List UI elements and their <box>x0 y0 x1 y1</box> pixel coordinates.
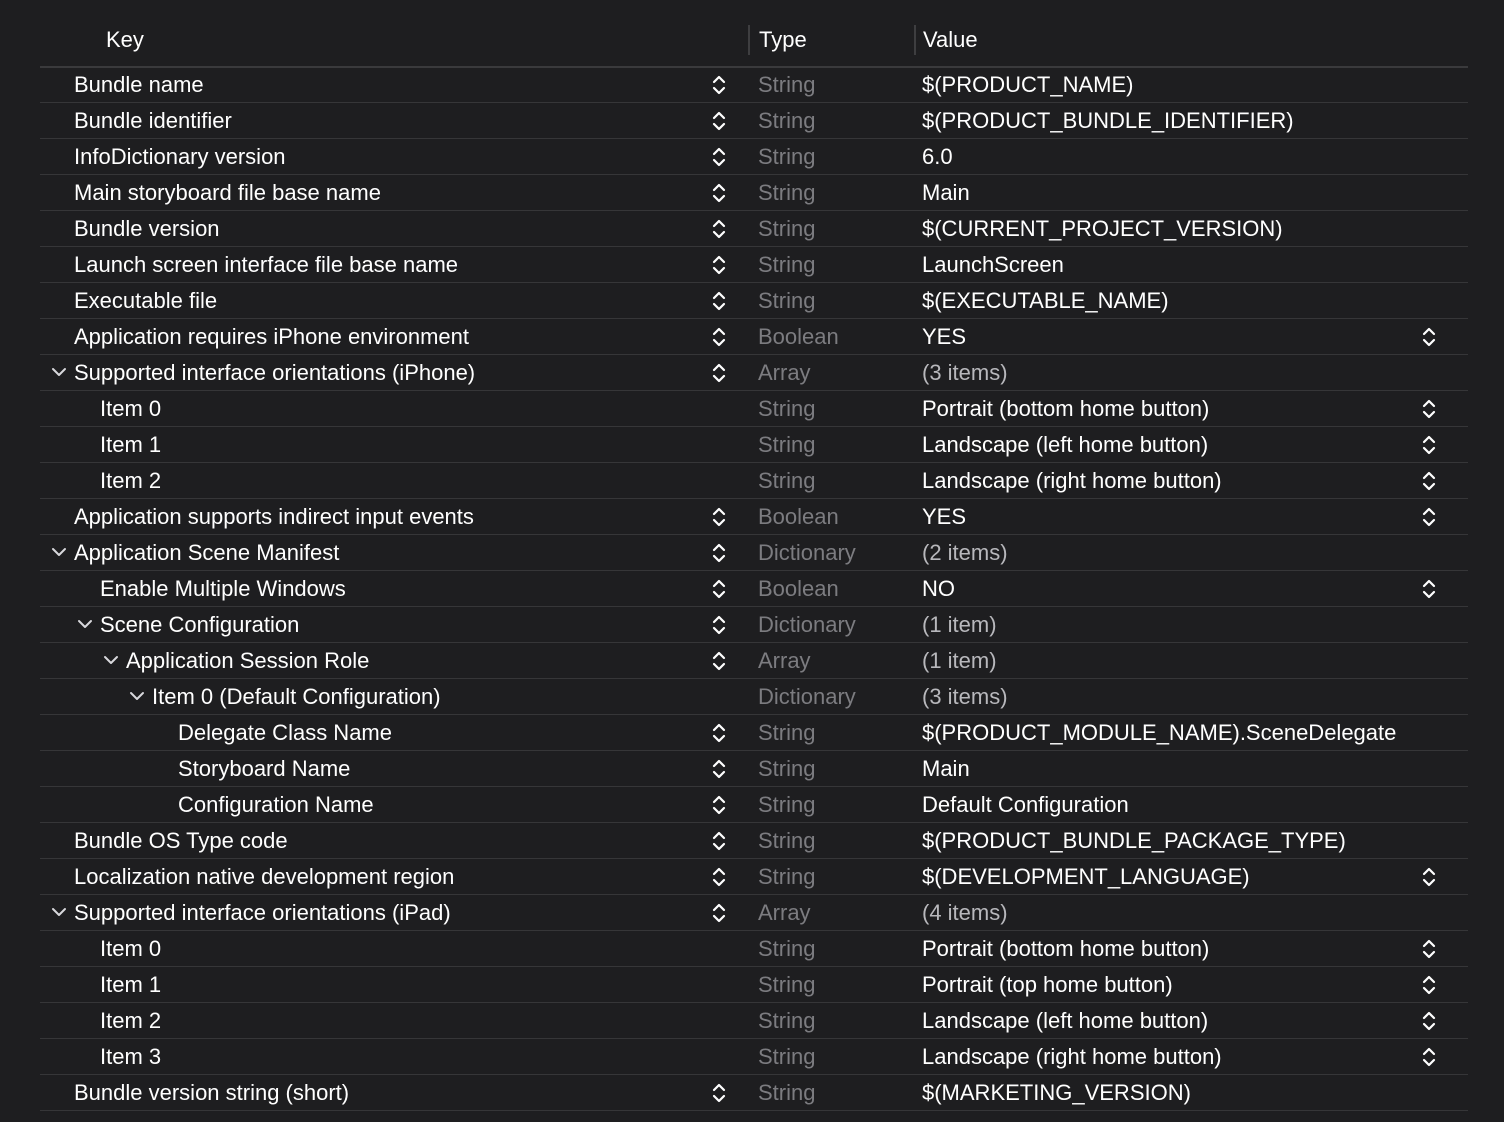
row-value[interactable]: YES <box>922 504 967 529</box>
plist-row[interactable] <box>40 211 1468 247</box>
plist-row[interactable] <box>40 643 1468 679</box>
row-key[interactable]: Supported interface orientations (iPhone) <box>74 360 476 385</box>
row-type[interactable]: String <box>758 864 816 889</box>
row-type[interactable]: String <box>758 108 816 133</box>
row-key[interactable]: Executable file <box>74 288 218 313</box>
up-down-chevron-icon[interactable] <box>711 146 727 168</box>
plist-row[interactable] <box>40 499 1468 535</box>
up-down-chevron-icon[interactable] <box>711 290 727 312</box>
value-up-down-chevron-icon[interactable] <box>1421 434 1437 456</box>
value-up-down-chevron-icon[interactable] <box>1421 866 1437 888</box>
row-key[interactable]: Item 0 <box>100 396 162 421</box>
row-type[interactable]: Boolean <box>758 504 839 529</box>
row-value[interactable]: Main <box>922 756 970 781</box>
row-type[interactable]: String <box>758 720 816 745</box>
plist-row[interactable] <box>40 175 1468 211</box>
row-type[interactable]: String <box>758 1044 816 1069</box>
plist-row[interactable] <box>40 859 1468 895</box>
plist-row[interactable] <box>40 319 1468 355</box>
value-up-down-chevron-icon[interactable] <box>1421 974 1437 996</box>
up-down-chevron-icon[interactable] <box>711 110 727 132</box>
plist-row[interactable] <box>40 823 1468 859</box>
row-type[interactable]: String <box>758 936 816 961</box>
plist-row[interactable] <box>40 1003 1468 1039</box>
row-key[interactable]: Application Scene Manifest <box>74 540 340 565</box>
row-value[interactable]: Portrait (bottom home button) <box>922 396 1210 421</box>
up-down-chevron-icon[interactable] <box>711 506 727 528</box>
plist-row[interactable] <box>40 463 1468 499</box>
row-value[interactable]: $(PRODUCT_NAME) <box>922 72 1134 97</box>
row-type[interactable]: String <box>758 828 816 853</box>
value-up-down-chevron-icon[interactable] <box>1421 326 1437 348</box>
plist-row[interactable] <box>40 607 1468 643</box>
row-key[interactable]: Application Session Role <box>126 648 370 673</box>
key-column-header[interactable]: Key <box>106 27 144 52</box>
row-key[interactable]: Storyboard Name <box>178 756 351 781</box>
row-key[interactable]: Application requires iPhone environment <box>74 324 470 349</box>
row-key[interactable]: Bundle version <box>74 216 220 241</box>
value-up-down-chevron-icon[interactable] <box>1421 398 1437 420</box>
row-value[interactable]: $(PRODUCT_BUNDLE_PACKAGE_TYPE) <box>922 828 1346 853</box>
row-type[interactable]: String <box>758 792 816 817</box>
plist-row[interactable] <box>40 535 1468 571</box>
plist-row[interactable] <box>40 283 1468 319</box>
up-down-chevron-icon[interactable] <box>711 1082 727 1104</box>
plist-row[interactable] <box>40 1039 1468 1075</box>
plist-row[interactable] <box>40 355 1468 391</box>
value-up-down-chevron-icon[interactable] <box>1421 1046 1437 1068</box>
row-value[interactable]: $(EXECUTABLE_NAME) <box>922 288 1169 313</box>
row-type[interactable]: Array <box>758 360 811 385</box>
row-type[interactable]: String <box>758 396 816 421</box>
chevron-down-icon[interactable] <box>76 615 94 633</box>
value-up-down-chevron-icon[interactable] <box>1421 506 1437 528</box>
row-type[interactable]: String <box>758 972 816 997</box>
value-up-down-chevron-icon[interactable] <box>1421 1010 1437 1032</box>
up-down-chevron-icon[interactable] <box>711 74 727 96</box>
plist-row[interactable] <box>40 715 1468 751</box>
row-type[interactable]: Array <box>758 648 811 673</box>
row-value[interactable]: Landscape (right home button) <box>922 468 1222 493</box>
row-key[interactable]: Scene Configuration <box>100 612 300 637</box>
row-type[interactable]: String <box>758 252 816 277</box>
row-key[interactable]: Bundle name <box>74 72 204 97</box>
plist-row[interactable] <box>40 931 1468 967</box>
plist-row[interactable] <box>40 787 1468 823</box>
row-value[interactable]: Main <box>922 180 970 205</box>
row-value[interactable]: Portrait (top home button) <box>922 972 1173 997</box>
row-value[interactable]: Landscape (left home button) <box>922 432 1209 457</box>
row-type[interactable]: String <box>758 756 816 781</box>
row-key[interactable]: Bundle version string (short) <box>74 1080 350 1105</box>
row-type[interactable]: String <box>758 144 816 169</box>
plist-row[interactable] <box>40 1075 1468 1111</box>
row-value[interactable]: Landscape (left home button) <box>922 1008 1209 1033</box>
row-value[interactable]: $(MARKETING_VERSION) <box>922 1080 1191 1105</box>
up-down-chevron-icon[interactable] <box>711 254 727 276</box>
row-type[interactable]: Boolean <box>758 324 839 349</box>
row-key[interactable]: Bundle identifier <box>74 108 232 133</box>
row-value[interactable]: (3 items) <box>922 360 1008 385</box>
up-down-chevron-icon[interactable] <box>711 902 727 924</box>
row-value[interactable]: LaunchScreen <box>922 252 1064 277</box>
plist-row[interactable] <box>40 139 1468 175</box>
chevron-down-icon[interactable] <box>102 651 120 669</box>
row-type[interactable]: String <box>758 1008 816 1033</box>
plist-row[interactable] <box>40 751 1468 787</box>
row-value[interactable]: $(CURRENT_PROJECT_VERSION) <box>922 216 1283 241</box>
up-down-chevron-icon[interactable] <box>711 614 727 636</box>
up-down-chevron-icon[interactable] <box>711 722 727 744</box>
chevron-down-icon[interactable] <box>50 903 68 921</box>
row-key[interactable]: Item 0 (Default Configuration) <box>152 684 441 709</box>
up-down-chevron-icon[interactable] <box>711 326 727 348</box>
type-column-header[interactable]: Type <box>748 25 807 55</box>
row-key[interactable]: Supported interface orientations (iPad) <box>74 900 451 925</box>
chevron-down-icon[interactable] <box>50 363 68 381</box>
row-value[interactable]: $(PRODUCT_MODULE_NAME).SceneDelegate <box>922 720 1397 745</box>
up-down-chevron-icon[interactable] <box>711 362 727 384</box>
up-down-chevron-icon[interactable] <box>711 758 727 780</box>
row-type[interactable]: String <box>758 72 816 97</box>
property-list <box>40 67 1468 1111</box>
row-type[interactable]: String <box>758 1080 816 1105</box>
row-key[interactable]: Application supports indirect input events <box>74 504 474 529</box>
row-key[interactable]: Delegate Class Name <box>178 720 392 745</box>
row-key[interactable]: Item 3 <box>100 1044 162 1069</box>
chevron-down-icon[interactable] <box>50 543 68 561</box>
chevron-down-icon[interactable] <box>128 687 146 705</box>
plist-row[interactable] <box>40 967 1468 1003</box>
row-value[interactable]: NO <box>922 576 955 601</box>
row-type[interactable]: String <box>758 180 816 205</box>
row-key[interactable]: Item 2 <box>100 1008 162 1033</box>
row-value[interactable]: 6.0 <box>922 144 953 169</box>
row-value[interactable]: Portrait (bottom home button) <box>922 936 1210 961</box>
plist-row[interactable] <box>40 571 1468 607</box>
row-key[interactable]: Item 1 <box>100 432 162 457</box>
plist-row[interactable] <box>40 247 1468 283</box>
up-down-chevron-icon[interactable] <box>711 182 727 204</box>
row-value[interactable]: $(DEVELOPMENT_LANGUAGE) <box>922 864 1250 889</box>
row-value[interactable]: Landscape (right home button) <box>922 1044 1222 1069</box>
value-up-down-chevron-icon[interactable] <box>1421 470 1437 492</box>
row-value[interactable]: (1 item) <box>922 612 997 637</box>
row-key[interactable]: Item 0 <box>100 936 162 961</box>
column-header <box>40 20 1468 68</box>
row-type[interactable]: Boolean <box>758 576 839 601</box>
row-type[interactable]: String <box>758 468 816 493</box>
plist-row[interactable] <box>40 67 1468 103</box>
row-key[interactable]: Main storyboard file base name <box>74 180 381 205</box>
row-type[interactable]: Dictionary <box>758 684 856 709</box>
row-key[interactable]: Item 2 <box>100 468 162 493</box>
row-type[interactable]: String <box>758 432 816 457</box>
up-down-chevron-icon[interactable] <box>711 866 727 888</box>
row-value[interactable]: $(PRODUCT_BUNDLE_IDENTIFIER) <box>922 108 1294 133</box>
up-down-chevron-icon[interactable] <box>711 650 727 672</box>
row-key[interactable]: Configuration Name <box>178 792 374 817</box>
row-key[interactable]: InfoDictionary version <box>74 144 286 169</box>
plist-row[interactable] <box>40 391 1468 427</box>
row-value[interactable]: (1 item) <box>922 648 997 673</box>
row-type[interactable]: Array <box>758 900 811 925</box>
value-column-header[interactable]: Value <box>914 25 978 55</box>
row-key[interactable]: Bundle OS Type code <box>74 828 288 853</box>
row-type[interactable]: String <box>758 216 816 241</box>
up-down-chevron-icon[interactable] <box>711 578 727 600</box>
row-value[interactable]: YES <box>922 324 967 349</box>
up-down-chevron-icon[interactable] <box>711 794 727 816</box>
plist-row[interactable] <box>40 679 1468 715</box>
row-type[interactable]: Dictionary <box>758 612 856 637</box>
plist-row[interactable] <box>40 103 1468 139</box>
up-down-chevron-icon[interactable] <box>711 218 727 240</box>
up-down-chevron-icon[interactable] <box>711 830 727 852</box>
row-value[interactable]: (3 items) <box>922 684 1008 709</box>
row-key[interactable]: Item 1 <box>100 972 162 997</box>
value-up-down-chevron-icon[interactable] <box>1421 578 1437 600</box>
row-value[interactable]: (2 items) <box>922 540 1008 565</box>
row-value[interactable]: (4 items) <box>922 900 1008 925</box>
row-value[interactable]: Default Configuration <box>922 792 1129 817</box>
row-type[interactable]: Dictionary <box>758 540 856 565</box>
row-key[interactable]: Localization native development region <box>74 864 455 889</box>
up-down-chevron-icon[interactable] <box>711 542 727 564</box>
row-type[interactable]: String <box>758 288 816 313</box>
row-key[interactable]: Enable Multiple Windows <box>100 576 346 601</box>
plist-row[interactable] <box>40 427 1468 463</box>
value-up-down-chevron-icon[interactable] <box>1421 938 1437 960</box>
plist-row[interactable] <box>40 895 1468 931</box>
row-key[interactable]: Launch screen interface file base name <box>74 252 459 277</box>
